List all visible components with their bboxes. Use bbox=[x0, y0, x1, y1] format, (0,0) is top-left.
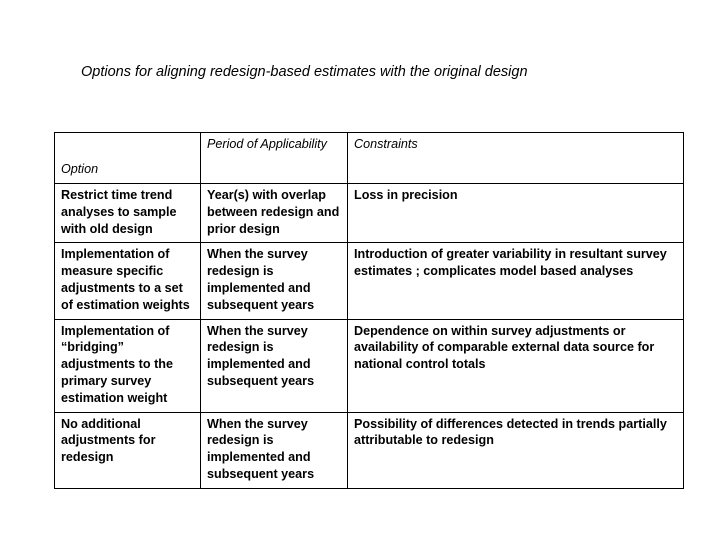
header-period: Period of Applicability bbox=[201, 133, 348, 184]
table-row bbox=[55, 243, 684, 319]
table-row bbox=[55, 319, 684, 412]
cell-constraints: Dependence on within survey adjustments or availability of comparable external data source for national control totals bbox=[348, 319, 684, 412]
cell-constraints: Introduction of greater variability in resultant survey estimates ; complicates model based analyses bbox=[348, 243, 684, 319]
cell-option: No additional adjustments for redesign bbox=[55, 412, 201, 488]
cell-option: Restrict time trend analyses to sample with old design bbox=[55, 184, 201, 243]
cell-constraints: Possibility of differences detected in trends partially attributable to redesign bbox=[348, 412, 684, 488]
table-row bbox=[55, 412, 684, 488]
options-table bbox=[54, 132, 684, 489]
cell-period: When the survey redesign is implemented and subsequent years bbox=[201, 412, 348, 488]
table-row bbox=[55, 184, 684, 243]
cell-period: When the survey redesign is implemented and subsequent years bbox=[201, 243, 348, 319]
header-constraints: Constraints bbox=[348, 133, 684, 184]
cell-constraints: Loss in precision bbox=[348, 184, 684, 243]
cell-option: Implementation of “bridging” adjustments to the primary survey estimation weight bbox=[55, 319, 201, 412]
cell-option: Implementation of measure specific adjustments to a set of estimation weights bbox=[55, 243, 201, 319]
cell-period: Year(s) with overlap between redesign and prior design bbox=[201, 184, 348, 243]
header-option: Option bbox=[55, 133, 201, 184]
page-title: Options for aligning redesign-based estimates with the original design bbox=[81, 64, 528, 80]
cell-period: When the survey redesign is implemented and subsequent years bbox=[201, 319, 348, 412]
table-header-row bbox=[55, 133, 684, 184]
